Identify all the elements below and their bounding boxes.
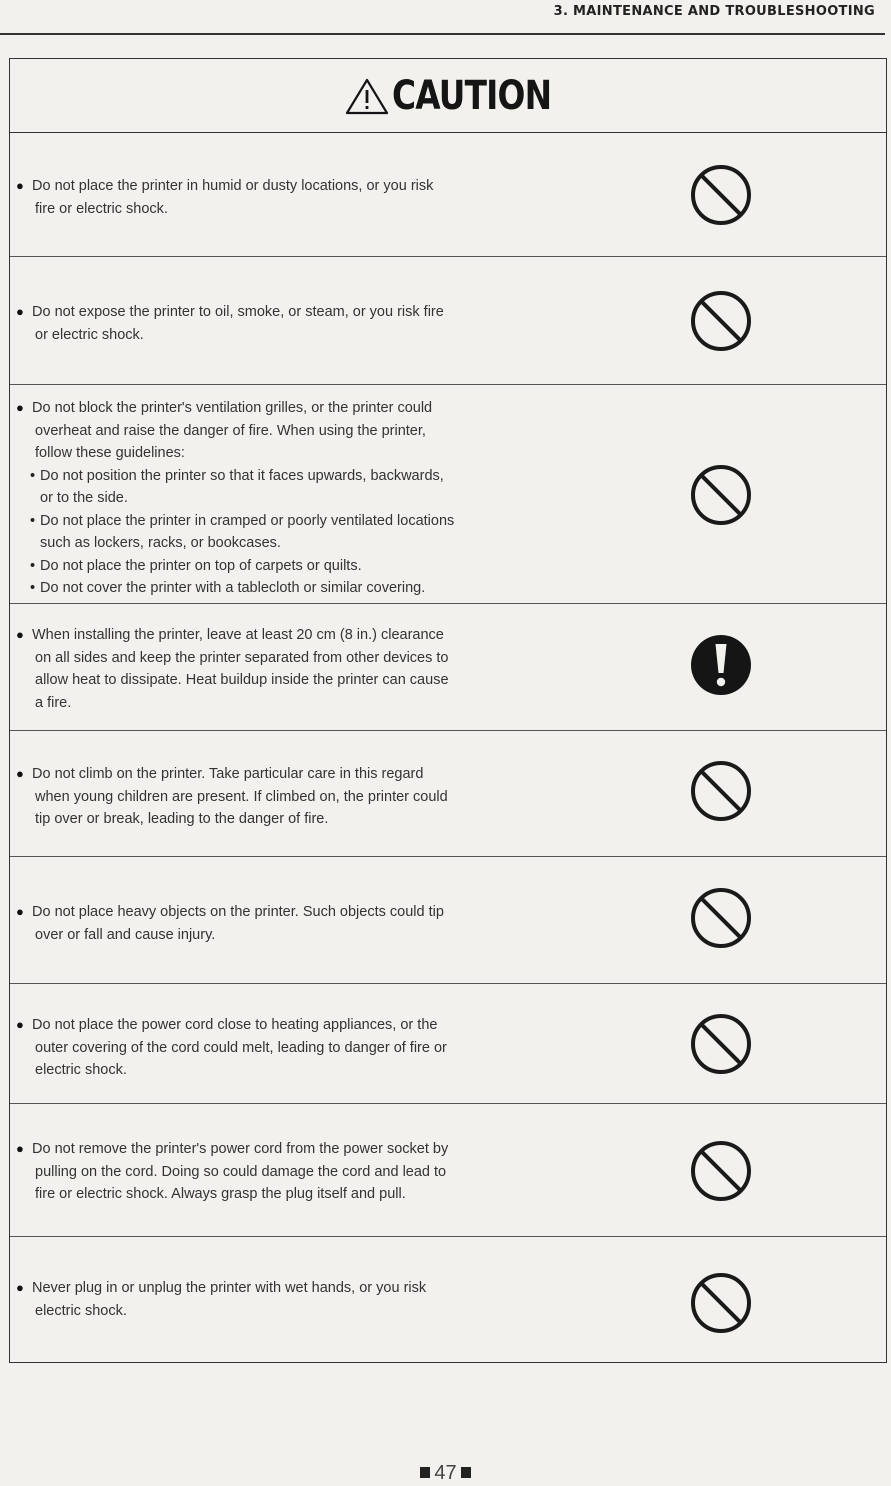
bullet: ● — [16, 627, 24, 642]
caution-title: CAUTION — [392, 72, 552, 119]
caution-item — [10, 857, 886, 984]
item-line: ● Do not expose the printer to oil, smoke, or steam, or you risk fire — [32, 301, 572, 324]
item-line: pulling on the cord. Doing so could damage the cord and lead to — [35, 1163, 447, 1180]
sub-item-line: such as lockers, racks, or bookcases. — [40, 535, 281, 551]
header-rule — [0, 33, 885, 35]
bullet: ● — [16, 178, 24, 193]
prohibition-icon — [685, 1135, 757, 1207]
item-line: follow these guidelines: — [35, 445, 185, 461]
item-line: allow heat to dissipate. Heat buildup inside the printer can cause — [35, 672, 449, 688]
bullet: ● — [16, 304, 24, 319]
item-line: or electric shock. — [35, 326, 144, 343]
sub-item: • Do not position the printer so that it faces upwards, backwards, — [30, 467, 444, 484]
item-line: electric shock. — [35, 1062, 127, 1078]
item-line: ● Do not place heavy objects on the printer. Such objects could tip — [32, 901, 572, 924]
prohibition-icon — [685, 1267, 757, 1339]
prohibition-icon — [685, 159, 757, 231]
bullet: ● — [16, 1017, 24, 1032]
caution-item — [10, 1237, 886, 1362]
caution-item — [10, 731, 886, 857]
item-line: a fire. — [35, 694, 72, 711]
mandatory-exclamation-icon — [685, 629, 757, 701]
caution-item — [10, 385, 886, 604]
item-line: fire or electric shock. Always grasp the plug itself and pull. — [35, 1186, 406, 1202]
sub-item: • Do not place the printer in cramped or poorly ventilated locations — [30, 512, 455, 529]
prohibition-icon — [685, 1008, 757, 1080]
caution-item — [10, 984, 886, 1104]
page-number: 47 — [0, 1462, 891, 1485]
item-line: ● Do not climb on the printer. Take particular care in this regard — [32, 763, 572, 786]
item-line: over or fall and cause injury. — [35, 926, 216, 943]
item-line: tip over or break, leading to the danger of fire. — [35, 811, 329, 827]
sub-item-line: or to the side. — [40, 490, 128, 506]
bullet: ● — [16, 1141, 24, 1156]
caution-box — [9, 58, 887, 1363]
prohibition-icon — [685, 755, 757, 827]
item-line: electric shock. — [35, 1302, 127, 1319]
square-marker-icon — [461, 1467, 471, 1478]
square-marker-icon — [420, 1467, 430, 1478]
item-line: fire or electric shock. — [35, 200, 168, 217]
item-line: overheat and raise the danger of fire. When using the printer, — [35, 422, 426, 439]
caution-item — [10, 604, 886, 731]
bullet: ● — [16, 1280, 24, 1295]
caution-item — [10, 257, 886, 385]
bullet: ● — [16, 766, 24, 781]
item-line: when young children are present. If climbed on, the printer could — [35, 788, 448, 805]
section-title: 3. MAINTENANCE AND TROUBLESHOOTING — [553, 4, 875, 19]
item-line: ● When installing the printer, leave at least 20 cm (8 in.) clearance — [32, 624, 572, 647]
sub-item: • Do not cover the printer with a tablecloth or similar covering. — [30, 580, 426, 596]
item-line: ● Do not remove the printer's power cord from the power socket by — [32, 1138, 572, 1161]
item-line: ● Do not place the printer in humid or dusty locations, or you risk — [32, 175, 572, 198]
prohibition-icon — [685, 882, 757, 954]
sub-item: • Do not place the printer on top of carpets or quilts. — [30, 557, 362, 574]
bullet: ● — [16, 904, 24, 919]
bullet: ● — [16, 400, 24, 415]
warning-triangle-icon — [344, 76, 390, 116]
caution-item — [10, 133, 886, 257]
caution-item — [10, 1104, 886, 1237]
item-line: ● Never plug in or unplug the printer with wet hands, or you risk — [32, 1277, 572, 1300]
item-line: on all sides and keep the printer separated from other devices to — [35, 649, 449, 666]
prohibition-icon — [685, 285, 757, 357]
item-line: ● Do not block the printer's ventilation grilles, or the printer could — [32, 397, 572, 420]
prohibition-icon — [685, 459, 757, 531]
item-line: outer covering of the cord could melt, leading to danger of fire or — [35, 1039, 447, 1056]
caution-header — [10, 59, 886, 133]
item-line: ● Do not place the power cord close to heating appliances, or the — [32, 1014, 572, 1037]
